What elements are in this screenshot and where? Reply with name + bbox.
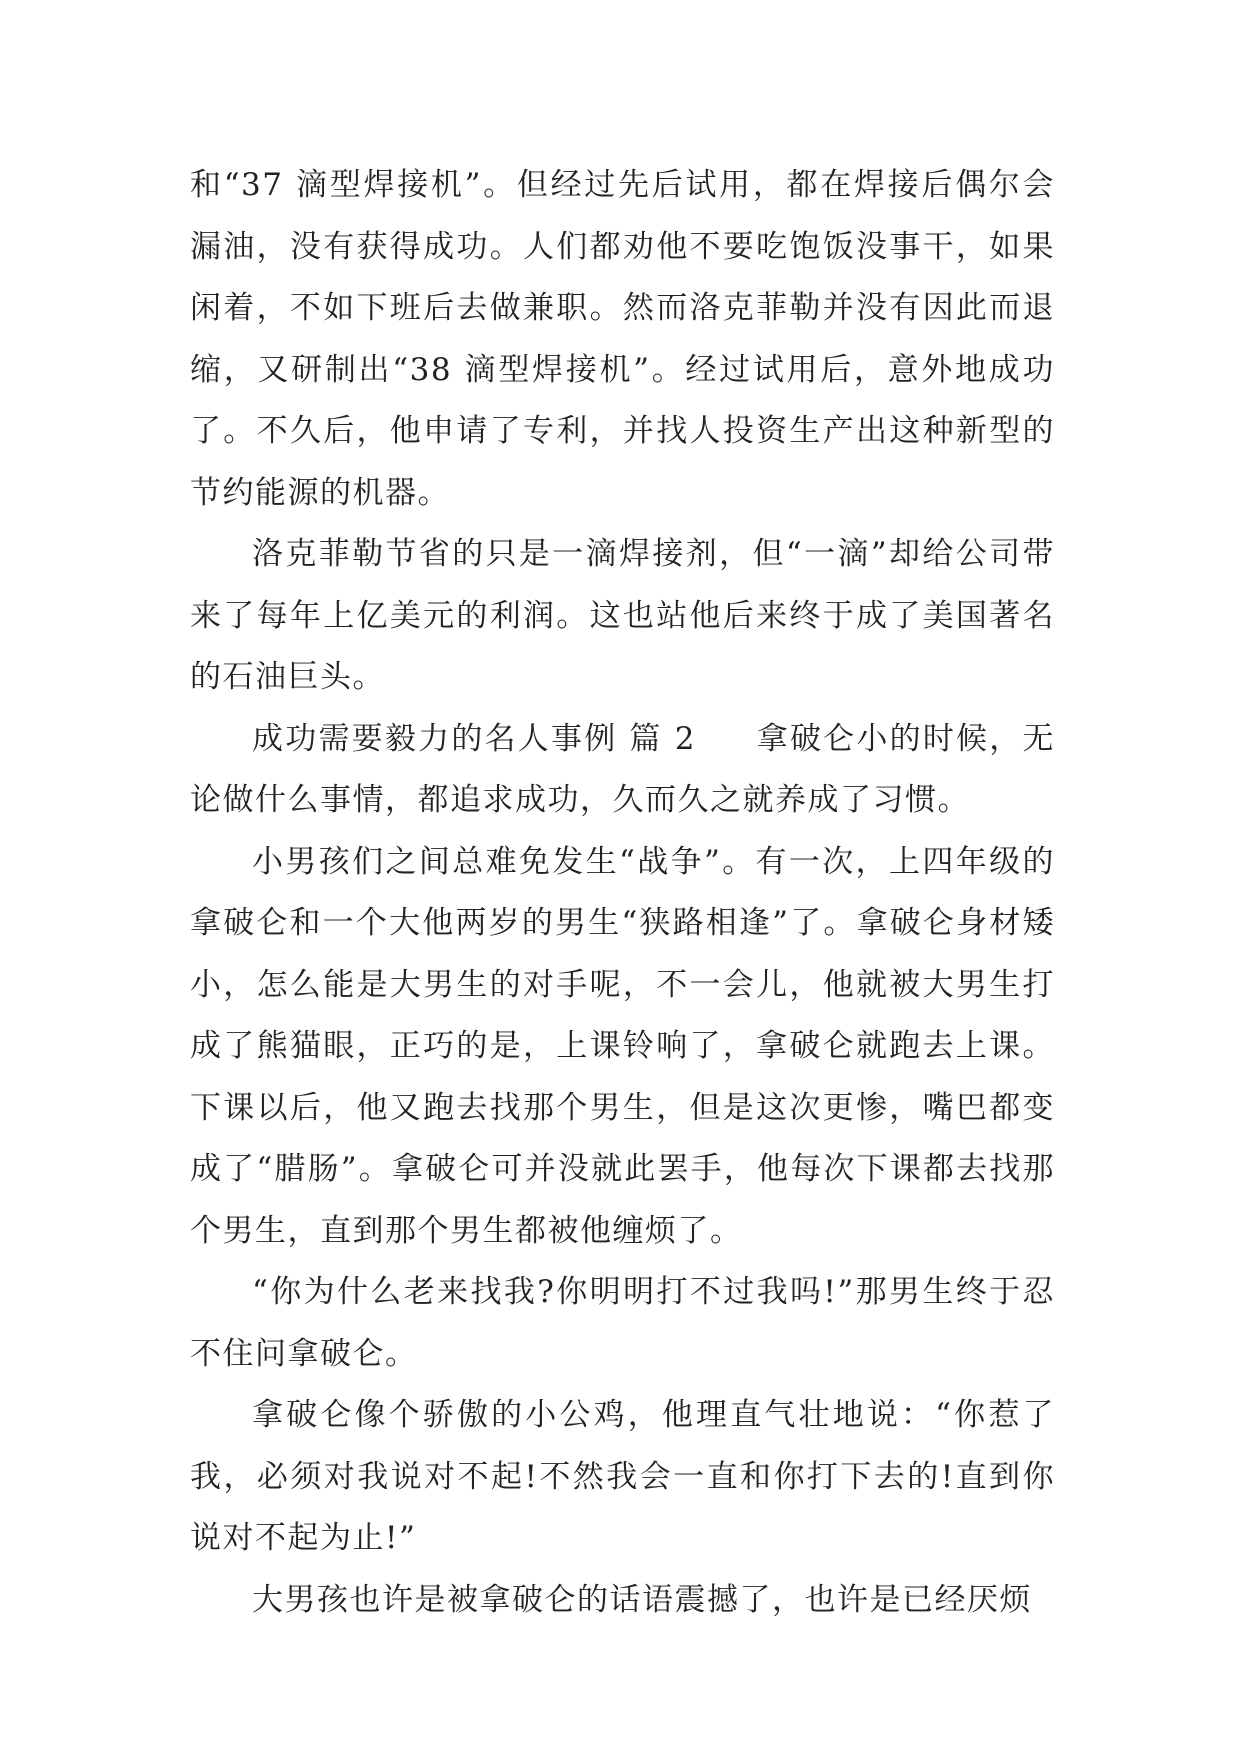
paragraph-2: 洛克菲勒节省的只是一滴焊接剂，但“一滴”却给公司带来了每年上亿美元的利润。这也站他后来终于成了美国著名的石油巨头。 xyxy=(190,536,1055,695)
paragraph-5: 拿破仑像个骄傲的小公鸡，他理直气壮地说：“你惹了我，必须对我说对不起!不然我会一直和你打下去的!直到你说对不起为止!” xyxy=(190,1397,1055,1556)
paragraph-6: 大男孩也许是被拿破仑的话语震撼了，也许是已经厌烦 xyxy=(252,1581,1032,1618)
section-intro-text: 拿破仑小的时候，无论做什么事情，都追求成功，久而久之就养成了习惯。 xyxy=(190,720,1055,818)
section-paragraph xyxy=(190,709,1055,832)
paragraph-1: 和“37 滴型焊接机”。但经过先后试用，都在焊接后偶尔会漏油，没有获得成功。人们都劝他不要吃饱饭没事干，如果闲着，不如下班后去做兼职。然而洛克菲勒并没有因此而退缩，又研制出“38 滴型焊接机”。经过试用后，意外地成功了。不久后，他申请了专利，并找人投资生产出这种新型的节约能源的机器。 xyxy=(190,167,1055,511)
paragraph-4: “你为什么老来找我?你明明打不过我吗!”那男生终于忍不住问拿破仑。 xyxy=(190,1274,1055,1372)
section-heading: 成功需要毅力的名人事例 篇 2 xyxy=(252,720,697,757)
paragraph-3: 小男孩们之间总难免发生“战争”。有一次，上四年级的拿破仑和一个大他两岁的男生“狭路相逢”了。拿破仑身材矮小，怎么能是大男生的对手呢，不一会儿，他就被大男生打成了熊猫眼，正巧的是，上课铃响了，拿破仑就跑去上课。下课以后，他又跑去找那个男生，但是这次更惨，嘴巴都变成了“腊肠”。拿破仑可并没就此罢手，他每次下课都去找那个男生，直到那个男生都被他缠烦了。 xyxy=(190,843,1055,1249)
document-body xyxy=(190,155,1055,1631)
